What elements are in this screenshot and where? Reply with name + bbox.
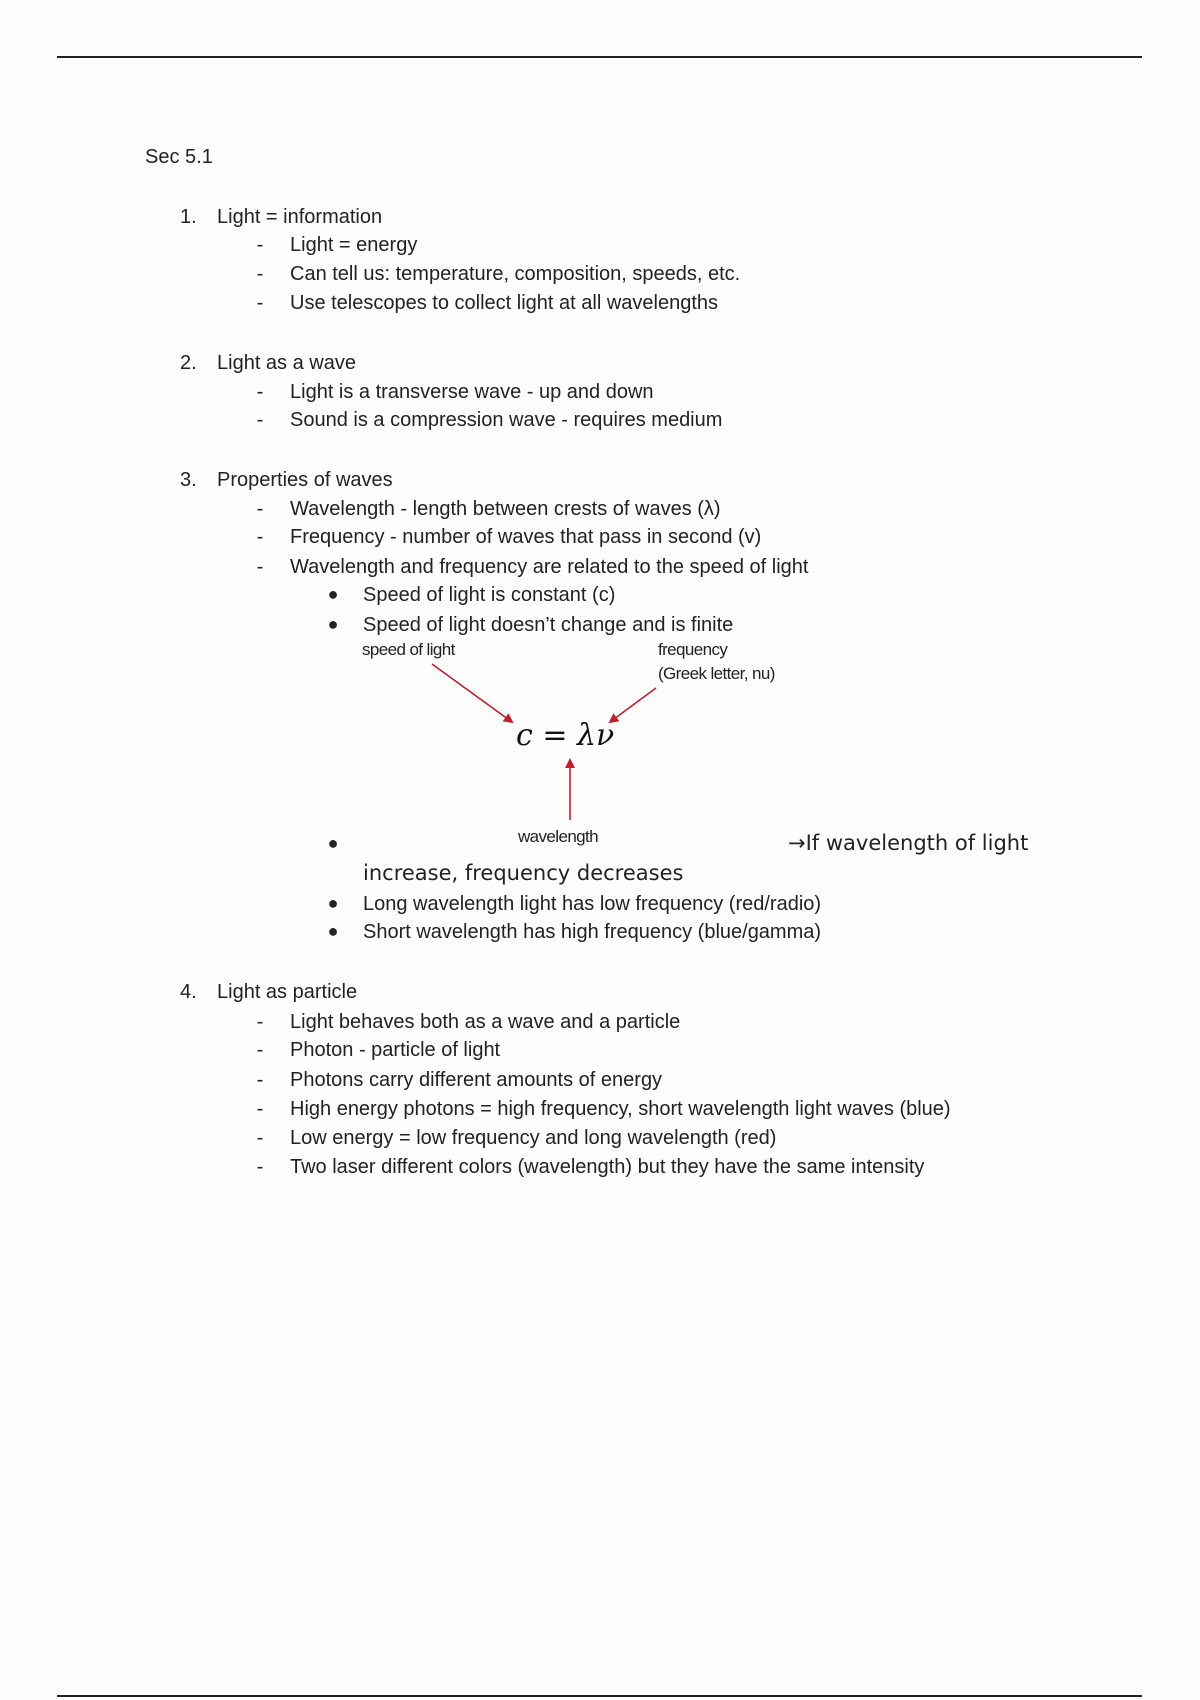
list-item-text: Light is a transverse wave - up and down <box>290 381 654 403</box>
list-item-text: Photon - particle of light <box>290 1039 501 1061</box>
list-item-text: Frequency - number of waves that pass in second (v) <box>290 526 762 548</box>
bullet-marker: ● <box>327 921 339 941</box>
bullet-marker: ● <box>327 893 339 913</box>
section-number: 2. <box>180 352 197 374</box>
bullet-item-text: Long wavelength light has low frequency (red/radio) <box>363 893 822 915</box>
dash-marker: - <box>256 263 264 285</box>
frequency-note-label: (Greek letter, nu) <box>658 664 775 683</box>
dash-marker: - <box>256 381 264 403</box>
bullet-item-text: Speed of light is constant (c) <box>363 584 616 606</box>
dash-marker: - <box>256 292 264 314</box>
dash-marker: - <box>256 234 264 256</box>
inverse-note-part2: increase, frequency decreases <box>363 861 684 885</box>
bullet-marker: ● <box>327 614 339 634</box>
section-title: Light = information <box>217 206 383 228</box>
bullet-marker: ● <box>327 584 339 604</box>
frequency-label: frequency <box>658 640 728 659</box>
section-title: Light as a wave <box>217 352 356 374</box>
section-number: 4. <box>180 981 197 1003</box>
bullet-item-text: Short wavelength has high frequency (blue/gamma) <box>363 921 822 943</box>
wave-equation: c = λν <box>516 718 615 753</box>
list-item-text: Light behaves both as a wave and a particle <box>290 1011 681 1033</box>
list-item-text: Can tell us: temperature, composition, speeds, etc. <box>290 263 741 285</box>
arrow-speed <box>432 664 512 722</box>
list-item-text: High energy photons = high frequency, short wavelength light waves (blue) <box>290 1098 951 1120</box>
section-number: 1. <box>180 206 197 228</box>
dash-marker: - <box>256 1039 264 1061</box>
list-item-text: Wavelength and frequency are related to the speed of light <box>290 556 809 578</box>
section-number: 3. <box>180 469 197 491</box>
list-item-text: Two laser different colors (wavelength) but they have the same intensity <box>290 1156 925 1178</box>
bottom-rule <box>57 1695 1142 1697</box>
dash-marker: - <box>256 1127 264 1149</box>
list-item-text: Low energy = low frequency and long wavelength (red) <box>290 1127 777 1149</box>
arrow-frequency <box>610 688 656 722</box>
speed-of-light-label: speed of light <box>362 640 455 659</box>
wavelength-label: wavelength <box>518 827 599 846</box>
inverse-note-part1: →If wavelength of light <box>788 831 1029 855</box>
list-item-text: Wavelength - length between crests of waves (λ) <box>290 498 721 520</box>
page-heading: Sec 5.1 <box>145 146 213 168</box>
dash-marker: - <box>256 1011 264 1033</box>
dash-marker: - <box>256 1156 264 1178</box>
dash-marker: - <box>256 1069 264 1091</box>
section-title: Properties of waves <box>217 469 393 491</box>
dash-marker: - <box>256 498 264 520</box>
list-item-text: Sound is a compression wave - requires medium <box>290 409 723 431</box>
bullet-marker: ● <box>327 833 339 853</box>
section-title: Light as particle <box>217 981 358 1003</box>
list-item-text: Light = energy <box>290 234 418 256</box>
dash-marker: - <box>256 526 264 548</box>
dash-marker: - <box>256 556 264 578</box>
bullet-item-text: Speed of light doesn’t change and is finite <box>363 614 734 636</box>
list-item-text: Photons carry different amounts of energy <box>290 1069 663 1091</box>
dash-marker: - <box>256 1098 264 1120</box>
dash-marker: - <box>256 409 264 431</box>
list-item-text: Use telescopes to collect light at all wavelengths <box>290 292 719 314</box>
